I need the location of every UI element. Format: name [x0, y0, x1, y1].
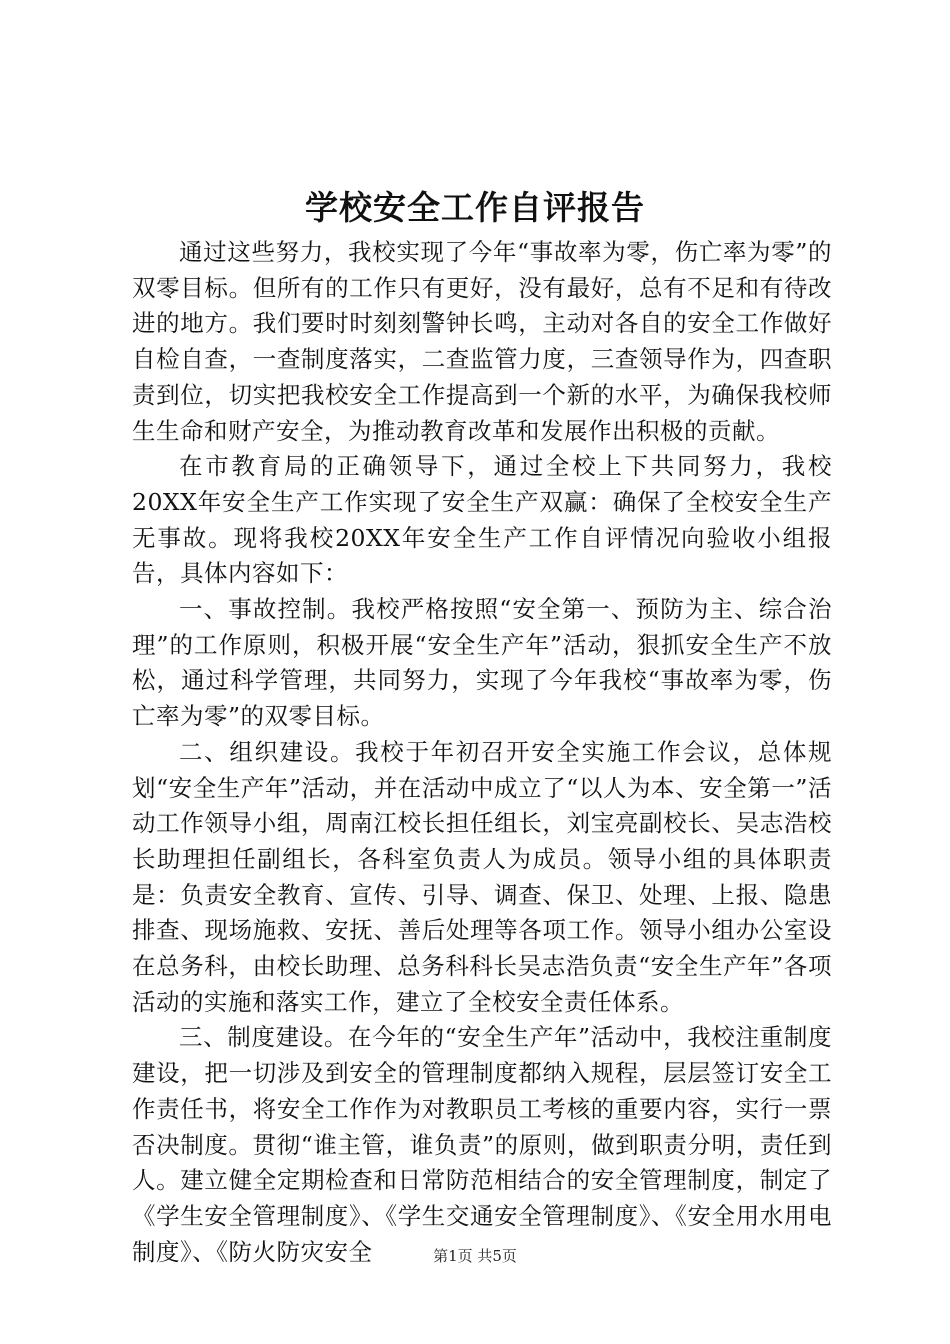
- paragraph: 三、制度建设。在今年的“安全生产年”活动中，我校注重制度建设，把一切涉及到安全的管理制度都纳入规程，层层签订安全工作责任书，将安全工作作为对教职员工考核的重要内容，实行一票否决制度。贯彻“谁主管，谁负责”的原则，做到职责分明，责任到人。建立健全定期检查和日常防范相结合的安全管理制度，制定了《学生安全管理制度》、《学生交通安全管理制度》、《安全用水用电制度》、《防火防灾安全: [132, 1023, 832, 1266]
- paragraph: 通过这些努力，我校实现了今年“事故率为零，伤亡率为零”的双零目标。但所有的工作只有更好，没有最好，总有不足和有待改进的地方。我们要时时刻刻警钟长鸣，主动对各自的安全工作做好自检自查，一查制度落实，二查监管力度，三查领导作为，四查职责到位，切实把我校安全工作提高到一个新的水平，为确保我校师生生命和财产安全，为推动教育改革和发展作出积极的贡献。: [132, 238, 832, 445]
- document-title: 学校安全工作自评报告: [305, 188, 645, 227]
- paragraph: 在市教育局的正确领导下，通过全校上下共同努力，我校20XX年安全生产工作实现了安全生产双赢：确保了全校安全生产无事故。现将我校20XX年安全生产工作自评情况向验收小组报告，具体内容如下：: [132, 452, 832, 588]
- paragraph: 二、组织建设。我校于年初召开安全实施工作会议，总体规划“安全生产年”活动，并在活动中成立了“以人为本、安全第一”活动工作领导小组，周南江校长担任组长，刘宝亮副校长、吴志浩校长助理担任副组长，各科室负责人为成员。领导小组的具体职责是：负责安全教育、宣传、引导、调查、保卫、处理、上报、隐患排查、现场施救、安抚、善后处理等各项工作。领导小组办公室设在总务科，由校长助理、总务科科长吴志浩负责“安全生产年”各项活动的实施和落实工作，建立了全校安全责任体系。: [132, 737, 832, 1016]
- page-number-footer: 第1页 共5页: [433, 1247, 517, 1265]
- paragraph: 一、事故控制。我校严格按照“安全第一、预防为主、综合治理”的工作原则，积极开展“安全生产年”活动，狠抓安全生产不放松，通过科学管理，共同努力，实现了今年我校“事故率为零，伤亡率为零”的双零目标。: [132, 595, 832, 731]
- document-body: [132, 235, 832, 1270]
